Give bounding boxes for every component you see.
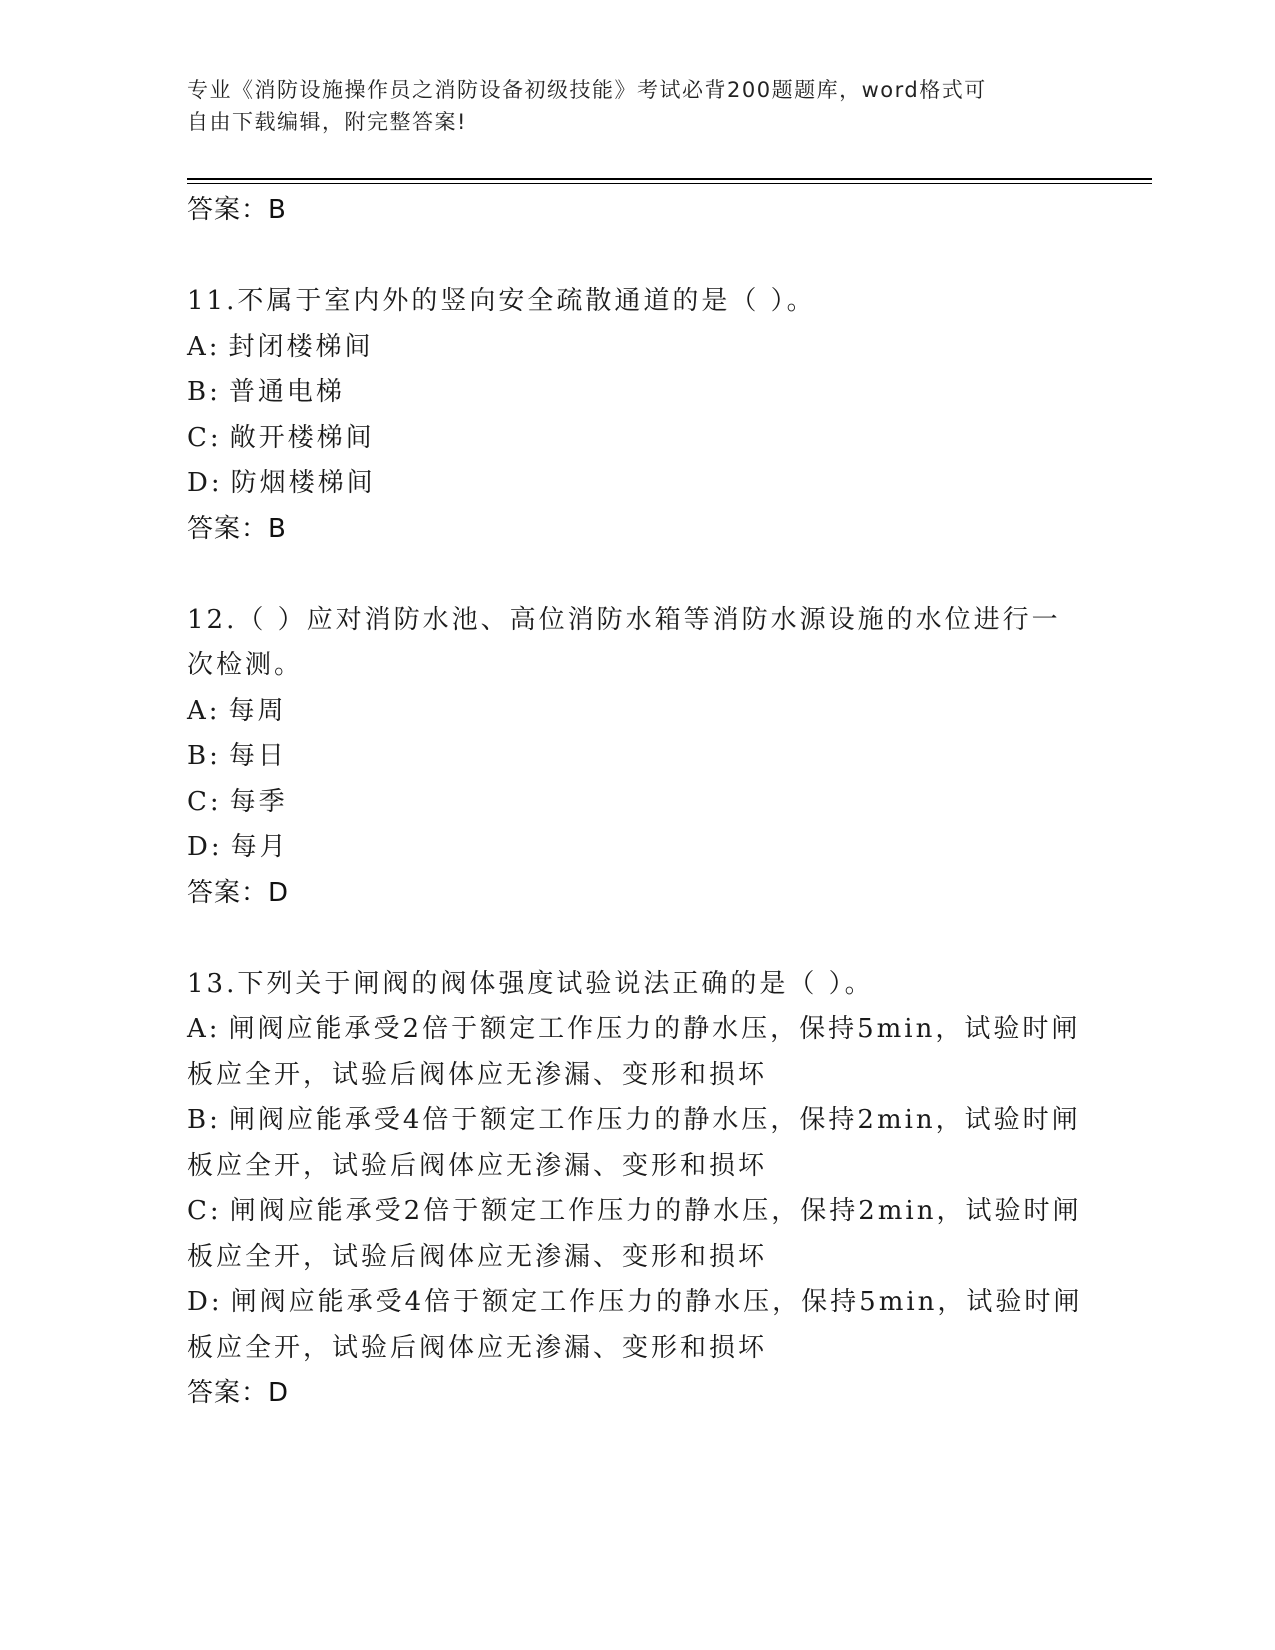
answer-line: 答案：B xyxy=(187,195,287,225)
option-d: D: 防烟楼梯间 xyxy=(187,468,376,498)
option-b: B: 闸阀应能承受4倍于额定工作压力的静水压，保持2min，试验时闸 xyxy=(187,1105,1081,1135)
option-d-continued: 板应全开，试验后阀体应无渗漏、变形和损坏 xyxy=(187,1332,768,1363)
header-line-2: 自由下载编辑，附完整答案! xyxy=(187,110,467,134)
question-stem: 11.不属于室内外的竖向安全疏散通道的是（ ）。 xyxy=(187,286,816,316)
question-list xyxy=(187,188,1087,1417)
option-a: A: 封闭楼梯间 xyxy=(187,331,374,362)
option-a-continued: 板应全开，试验后阀体应无渗漏、变形和损坏 xyxy=(187,1059,768,1090)
answer-line: 答案：B xyxy=(187,513,287,544)
spacer xyxy=(187,916,1087,962)
question-stem: 12.（ ）应对消防水池、高位消防水箱等消防水源设施的水位进行一 xyxy=(187,604,1061,635)
question-block xyxy=(187,279,1087,552)
answer-line: 答案：D xyxy=(187,1378,290,1408)
header-line-1: 专业《消防设施操作员之消防设备初级技能》考试必背200题题库，word格式可 xyxy=(187,78,987,102)
option-d: D: 闸阀应能承受4倍于额定工作压力的静水压，保持5min，试验时闸 xyxy=(187,1287,1083,1317)
question-stem-continued: 次检测。 xyxy=(187,650,304,680)
option-c-continued: 板应全开，试验后阀体应无渗漏、变形和损坏 xyxy=(187,1241,768,1272)
option-b: B: 普通电梯 xyxy=(187,377,345,407)
option-d: D: 每月 xyxy=(187,832,289,862)
spacer xyxy=(187,552,1087,598)
document-header xyxy=(187,74,1067,138)
question-stem: 13.下列关于闸阀的阀体强度试验说法正确的是（ ）。 xyxy=(187,968,874,999)
option-a: A: 每周 xyxy=(187,695,287,726)
option-b: B: 每日 xyxy=(187,741,287,771)
answer-line: 答案：D xyxy=(187,877,290,908)
spacer xyxy=(187,234,1087,280)
option-c: C: 敞开楼梯间 xyxy=(187,422,375,453)
question-block xyxy=(187,962,1087,1417)
option-c: C: 闸阀应能承受2倍于额定工作压力的静水压，保持2min，试验时闸 xyxy=(187,1196,1082,1226)
option-c: C: 每季 xyxy=(187,786,288,817)
option-b-continued: 板应全开，试验后阀体应无渗漏、变形和损坏 xyxy=(187,1150,768,1181)
question-block xyxy=(187,598,1087,917)
header-divider-thin xyxy=(187,183,1152,184)
header-divider-thick xyxy=(187,178,1152,180)
option-a: A: 闸阀应能承受2倍于额定工作压力的静水压，保持5min，试验时闸 xyxy=(187,1014,1081,1044)
